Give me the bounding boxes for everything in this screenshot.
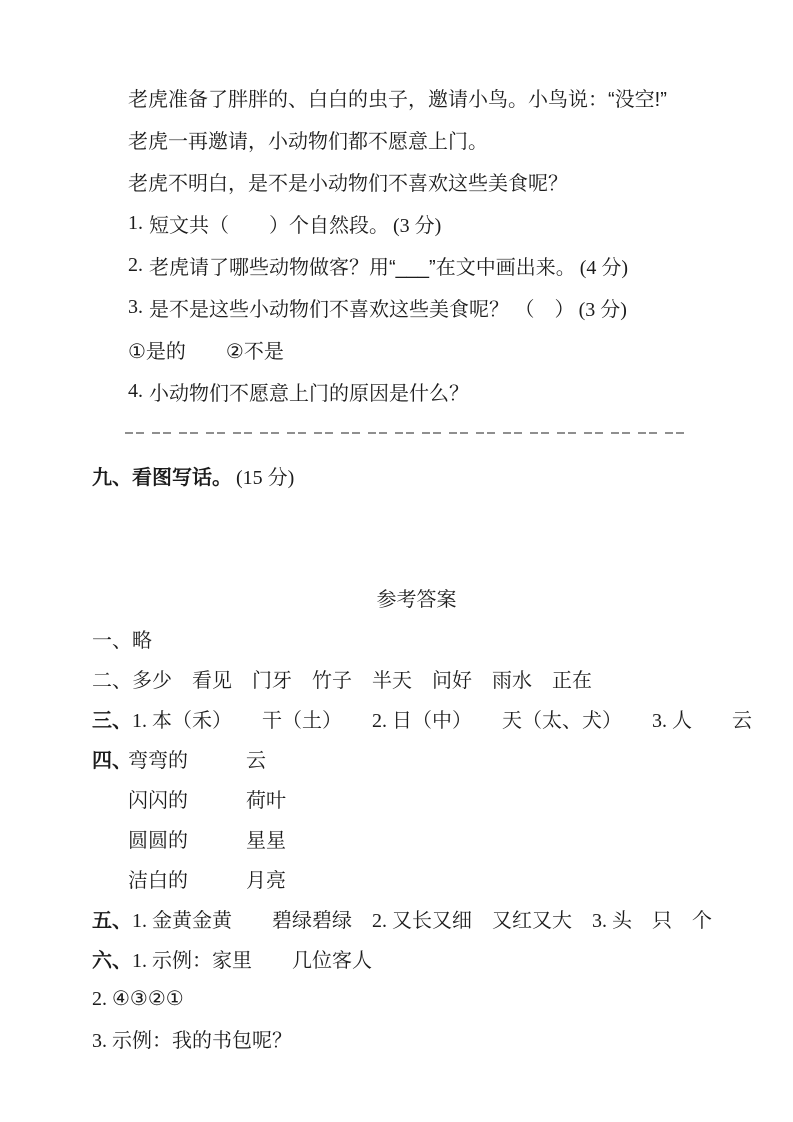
options-text: ①是的 ②不是: [128, 340, 284, 363]
question-text: 小动物们不愿意上门的原因是什么？: [149, 382, 469, 405]
passage-text: 老虎一再邀请，小动物们都不愿意上门。: [128, 130, 488, 153]
question-text: 老虎请了哪些动物做客？用“___”在文中画出来。: [149, 256, 576, 279]
answer-marker: 一、: [92, 629, 132, 652]
score-label: (4 分): [579, 256, 629, 279]
answer-line-six: [0, 938, 793, 978]
answer-line-five: [0, 898, 793, 938]
answer-key-title-text: 参考答案: [376, 588, 457, 611]
question-number: 1.: [128, 211, 143, 234]
score-label: (15 分): [236, 466, 295, 489]
answer-marker: 三、: [92, 709, 132, 732]
answer-marker: 五、: [92, 909, 132, 932]
question-number: 4.: [128, 379, 143, 402]
score-label: (3 分): [393, 214, 442, 237]
passage-line: [0, 118, 793, 160]
pair-term: 闪闪的: [128, 789, 188, 812]
passage-text: 老虎准备了胖胖的、白白的虫子，邀请小鸟。小鸟说：“没空!”: [128, 88, 667, 111]
answer-line-three: [0, 698, 793, 738]
section-number: 九、: [92, 466, 132, 489]
answer-key-title: [0, 576, 793, 618]
passage-line: [0, 76, 793, 118]
question-line: [0, 244, 793, 286]
answer-text: 3. 示例：我的书包呢？: [92, 1029, 292, 1052]
question-text: 是不是这些小动物们不喜欢这些美食呢？ （ ）: [149, 298, 575, 321]
passage-text: 老虎不明白，是不是小动物们不喜欢这些美食呢？: [128, 172, 568, 195]
answer-blank-row: [0, 412, 793, 454]
answer-text: 1. 示例：家里 几位客人: [132, 949, 372, 972]
score-label: (3 分): [578, 298, 627, 321]
question-number: 3.: [128, 295, 143, 318]
pair-term: 洁白的: [128, 869, 188, 892]
pair-match: 星星: [246, 829, 286, 852]
options-line: [0, 328, 793, 370]
answer-text: 略: [132, 629, 152, 652]
question-text: 短文共（ ）个自然段。: [149, 214, 389, 237]
answer-line-six-sub: [0, 978, 793, 1018]
answer-line-four-row: [0, 738, 793, 778]
question-line: [0, 370, 793, 412]
answer-line-six-sub: [0, 1018, 793, 1058]
question-number: 2.: [128, 253, 143, 276]
section-heading: [0, 454, 793, 496]
answer-line-two: [0, 658, 793, 698]
answer-text: 多少 看见 门牙 竹子 半天 问好 雨水 正在: [132, 669, 592, 692]
answer-line-four-row: [0, 818, 793, 858]
answer-marker: 二、: [92, 669, 132, 692]
answer-marker: 六、: [92, 949, 132, 972]
answer-line-four-row: [0, 858, 793, 898]
pair-match: 云: [246, 749, 266, 772]
pair-match: 荷叶: [246, 789, 286, 812]
answer-line-one: [0, 618, 793, 658]
answer-line-four-row: [0, 778, 793, 818]
passage-line: [0, 160, 793, 202]
question-line: [0, 202, 793, 244]
answer-text: 1. 本（禾） 干（土） 2. 日（中） 天（太、犬） 3. 人 云: [132, 709, 752, 732]
answer-marker: 四、: [92, 749, 132, 772]
answer-text: 1. 金黄金黄 碧绿碧绿 2. 又长又细 又红又大 3. 头 只 个: [132, 909, 712, 932]
pair-term: 弯弯的: [128, 749, 188, 772]
pair-match: 月亮: [246, 869, 286, 892]
pair-term: 圆圆的: [128, 829, 188, 852]
section-title: 看图写话。: [132, 466, 232, 489]
answer-text: 2. ④③②①: [92, 987, 184, 1010]
question-line: [0, 286, 793, 328]
answer-blank-line: [125, 432, 690, 434]
